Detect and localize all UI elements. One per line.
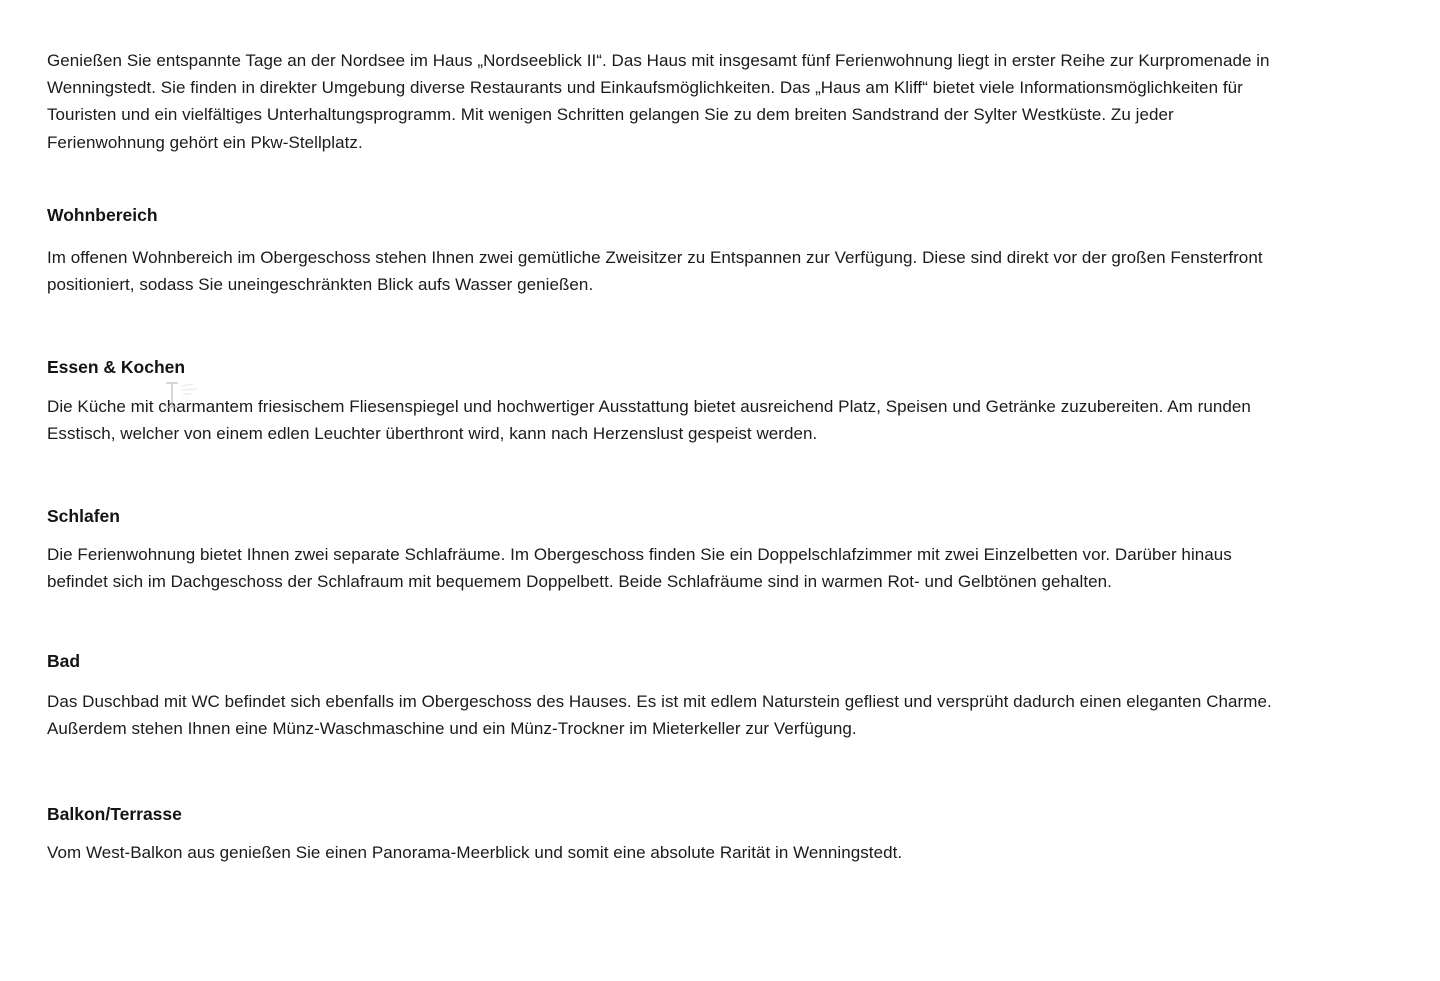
paragraph-line: Außerdem stehen Ihnen eine Münz-Waschmaschine und ein Münz-Trockner im Mieterkeller zur Verfügung.	[47, 719, 857, 739]
section-paragraph-schlafen	[47, 541, 1396, 595]
section-paragraph-wohnbereich	[47, 244, 1396, 298]
section-paragraph-bad	[47, 688, 1396, 742]
paragraph-line: Im offenen Wohnbereich im Obergeschoss stehen Ihnen zwei gemütliche Zweisitzer zu Entspannen zur Verfügung. Diese sind direkt vor der großen Fensterfront	[47, 247, 1263, 267]
paragraph-line: Vom West-Balkon aus genießen Sie einen Panorama-Meerblick und somit eine absolute Rarität in Wenningstedt.	[47, 843, 903, 863]
paragraph-line: Touristen und ein vielfältiges Unterhaltungsprogramm. Mit wenigen Schritten gelangen Sie zu dem breiten Sandstrand der Sylter Westküste. Zu jeder	[47, 105, 1174, 125]
section-paragraph-balkon-terrasse	[47, 839, 1396, 866]
section-heading-wohnbereich: Wohnbereich	[47, 204, 158, 225]
section-heading-balkon-terrasse: Balkon/Terrasse	[47, 804, 182, 825]
section-heading-bad: Bad	[47, 651, 81, 672]
section-heading-schlafen: Schlafen	[47, 505, 120, 526]
section-paragraph-essen-kochen	[47, 393, 1396, 447]
paragraph-line: befindet sich im Dachgeschoss der Schlafraum mit bequemem Doppelbett. Beide Schlafräume sind in warmen Rot- und Gelbtönen gehalten.	[47, 571, 1112, 591]
paragraph-line: Die Küche mit charmantem friesischem Fliesenspiegel und hochwertiger Ausstattung bietet ausreichend Platz, Speisen und Getränke zuzubereiten. Am runden	[47, 397, 1251, 417]
document-page	[0, 47, 1440, 981]
paragraph-line: positioniert, sodass Sie uneingeschränkten Blick aufs Wasser genießen.	[47, 275, 594, 295]
paragraph-line: Ferienwohnung gehört ein Pkw-Stellplatz.	[47, 132, 363, 152]
paragraph-line: Esstisch, welcher von einem edlen Leuchter überthront wird, kann nach Herzenslust gespeist werden.	[47, 424, 818, 444]
paragraph-line: Genießen Sie entspannte Tage an der Nordsee im Haus „Nordseeblick II“. Das Haus mit insgesamt fünf Ferienwohnung liegt in erster Reihe zur Kurpromenade in	[47, 51, 1270, 70]
paragraph-line: Die Ferienwohnung bietet Ihnen zwei separate Schlafräume. Im Obergeschoss finden Sie ein Doppelschlafzimmer mit zwei Einzelbetten vor. Darüber hinaus	[47, 544, 1232, 564]
paragraph-line: Das Duschbad mit WC befindet sich ebenfalls im Obergeschoss des Hauses. Es ist mit edlem Naturstein gefliest und versprüht dadurch einen eleganten Charme.	[47, 692, 1272, 712]
intro-paragraph	[47, 47, 1396, 156]
section-heading-essen-kochen: Essen & Kochen	[47, 357, 186, 378]
paragraph-line: Wenningstedt. Sie finden in direkter Umgebung diverse Restaurants und Einkaufsmöglichkeiten. Das „Haus am Kliff“ bietet viele Informationsmöglichkeiten für	[47, 78, 1243, 98]
